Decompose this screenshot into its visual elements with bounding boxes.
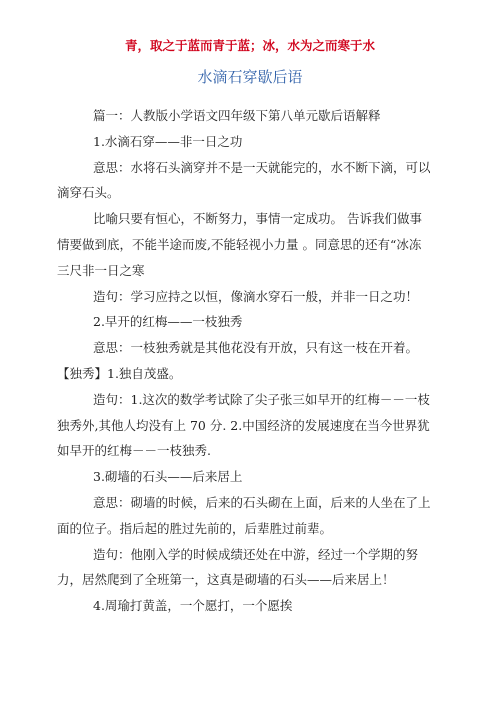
section-heading: 篇一：人教版小学语文四年级下第八单元歇后语解释 bbox=[93, 108, 381, 123]
idiom-heading-4: 4.周瑜打黄盖，一个愿打，一个愿挨 bbox=[93, 598, 293, 614]
idiom-heading-2: 2.早开的红梅——一枝独秀 bbox=[93, 314, 243, 330]
meaning-paragraph-1: 意思：水将石头滴穿并不是一天就能完的，水不断下滴，可以滴穿石头。 bbox=[57, 159, 431, 201]
example-sentence-3: 造句：他刚入学的时候成绩还处在中游，经过一个学期的努力，居然爬到了全班第一，这真是砌墙的石头——后来居上！ bbox=[57, 546, 419, 588]
document-body bbox=[57, 103, 433, 619]
document-title: 水滴石穿歇后语 bbox=[197, 68, 303, 86]
header-motto: 青，取之于蓝而青于蓝；冰，水为之而寒于水 bbox=[124, 38, 375, 53]
meaning-paragraph-2: 意思：一枝独秀就是其他花没有开放，只有这一枝在开着。 bbox=[93, 340, 419, 356]
example-sentence-2: 造句：1.这次的数学考试除了尖子张三如早开的红梅－－一枝独秀外,其他人均没有上 70 分. 2.中国经济的发展速度在当今世界犹如早开的红梅－－一枝独秀. bbox=[57, 391, 430, 459]
explanation-paragraph-1: 比喻只要有恒心，不断努力，事情一定成功。 告诉我们做事情要做到底，不能半途而废,不能轻视小力量 。同意思的还有“冰冻三尺非一日之寒 bbox=[57, 211, 422, 278]
meaning-paragraph-3: 意思：砌墙的时候，后来的石头砌在上面，后来的人坐在了上面的位子。指后起的胜过先前的，后辈胜过前辈。 bbox=[57, 494, 431, 536]
idiom-heading-3: 3.砌墙的石头——后来居上 bbox=[93, 469, 243, 485]
definition-line-2: 【独秀】1.独自茂盛。 bbox=[57, 365, 182, 381]
example-sentence-1: 造句：学习应持之以恒，像滴水穿石一般，并非一日之功！ bbox=[93, 288, 419, 304]
idiom-heading-1: 1.水滴石穿——非一日之功 bbox=[93, 133, 243, 149]
